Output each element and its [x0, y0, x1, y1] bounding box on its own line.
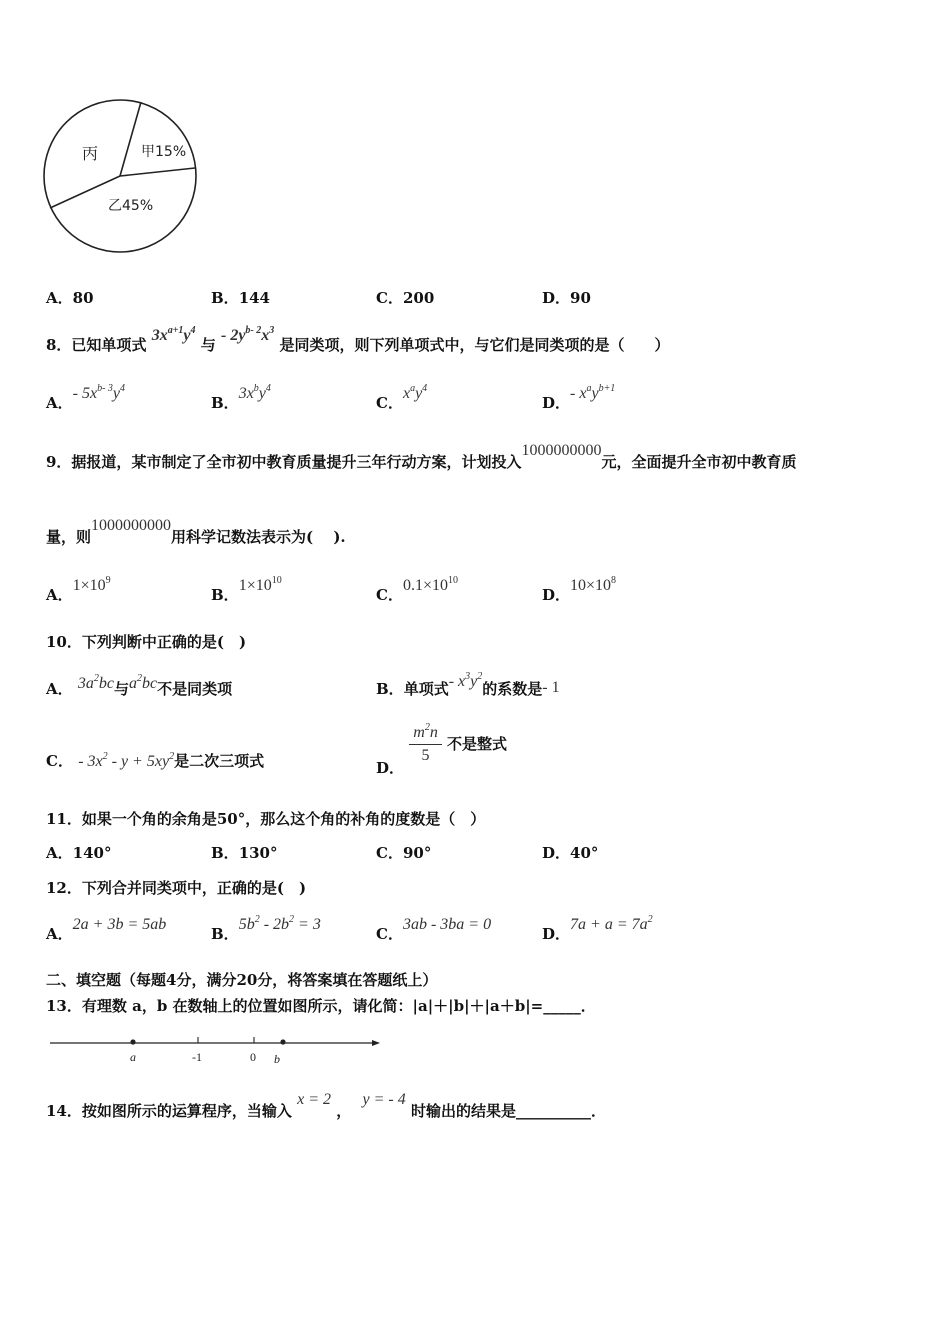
q9-option-d[interactable]: D．$10\times 10^8$ — [542, 575, 617, 604]
q10-stem: 10．下列判断中正确的是( ) — [46, 633, 247, 651]
q12-option-c[interactable]: C．3ab - 3ba = 0 — [376, 916, 492, 943]
q8-option-d[interactable]: D．- $x^ay^{b+1}$ — [542, 383, 616, 412]
q12-option-a[interactable]: A．2a + 3b = 5ab — [46, 916, 167, 943]
q7-option-a[interactable]: A．80 — [46, 289, 94, 307]
q8-option-a[interactable]: A．- $5x^{b- 3}y^4$ — [46, 383, 126, 412]
label-b: b — [274, 1052, 280, 1066]
q9-stem-line2: 量，则1000000000用科学记数法表示为( ). — [46, 517, 346, 546]
q11-option-d[interactable]: D．40° — [542, 844, 599, 862]
number-line — [46, 1030, 386, 1070]
q9-option-b[interactable]: B．$1\times 10^{10}$ — [211, 575, 282, 604]
q8-stem: 8．已知单项式 $3x^{a+1}y^4$ 与 - $2y^{b- 2}x^3$ 是同类项，则下列单项式中，与它们是同类项的是（ ） — [46, 325, 670, 354]
q12-option-b[interactable]: B．$5b^2 - 2b^2 = 3$ — [211, 914, 321, 943]
q13-stem: 13．有理数 a，b 在数轴上的位置如图所示，请化简：|a|＋|b|＋|a＋b|=_____． — [46, 997, 596, 1015]
q7-option-d[interactable]: D．90 — [542, 289, 591, 307]
q9-option-a[interactable]: A．$1\times 10^9$ — [46, 575, 111, 604]
q10-option-d[interactable]: D． $\frac{m^2n}{5}$ 不是整式 — [376, 722, 508, 777]
q7-option-b[interactable]: B．144 — [211, 289, 270, 307]
section2-title: 二、填空题（每题4分，满分20分，将答案填在答题纸上） — [46, 971, 438, 989]
pie-label-jia: 甲15% — [141, 144, 187, 160]
q12-option-d[interactable]: D．$7a + a = 7a^2$ — [542, 914, 653, 943]
label-minus-one: -1 — [192, 1050, 202, 1064]
q11-stem: 11．如果一个角的余角是50°，那么这个角的补角的度数是（ ） — [46, 810, 486, 828]
point-a — [130, 1039, 135, 1044]
q10-option-b[interactable]: B．单项式- $x^3y^2$的系数是- 1 — [376, 671, 560, 698]
q14-stem: 14．按如图所示的运算程序，当输入 x = 2 ， y = - 4 时输出的结果是__________． — [46, 1091, 606, 1120]
q8-option-b[interactable]: B．$3x^by^4$ — [211, 383, 271, 412]
q10-option-c[interactable]: C． - $3x^2 - y + 5xy^2$是二次三项式 — [46, 751, 265, 770]
pie-label-yi: 乙45% — [108, 198, 154, 214]
q10-option-a[interactable]: A． $3a^2bc$与$a^2bc$不是同类项 — [46, 673, 233, 698]
number-line-arrow — [372, 1040, 380, 1046]
q8-option-c[interactable]: C．$x^ay^4$ — [376, 383, 428, 412]
label-a: a — [130, 1050, 136, 1064]
point-b — [280, 1039, 285, 1044]
q11-option-c[interactable]: C．90° — [376, 844, 432, 862]
q9-stem-line1: 9．据报道，某市制定了全市初中教育质量提升三年行动方案，计划投入1000000000元，全面提升全市初中教育质 — [46, 442, 797, 471]
q9-option-c[interactable]: C．$0.1\times 10^{10}$ — [376, 575, 458, 604]
label-zero: 0 — [250, 1050, 256, 1064]
q11-option-a[interactable]: A．140° — [46, 844, 112, 862]
pie-label-bing: 丙 — [82, 144, 99, 163]
q7-option-c[interactable]: C．200 — [376, 289, 435, 307]
pie-chart — [40, 95, 205, 255]
q12-stem: 12．下列合并同类项中，正确的是( ) — [46, 879, 307, 897]
q11-option-b[interactable]: B．130° — [211, 844, 278, 862]
